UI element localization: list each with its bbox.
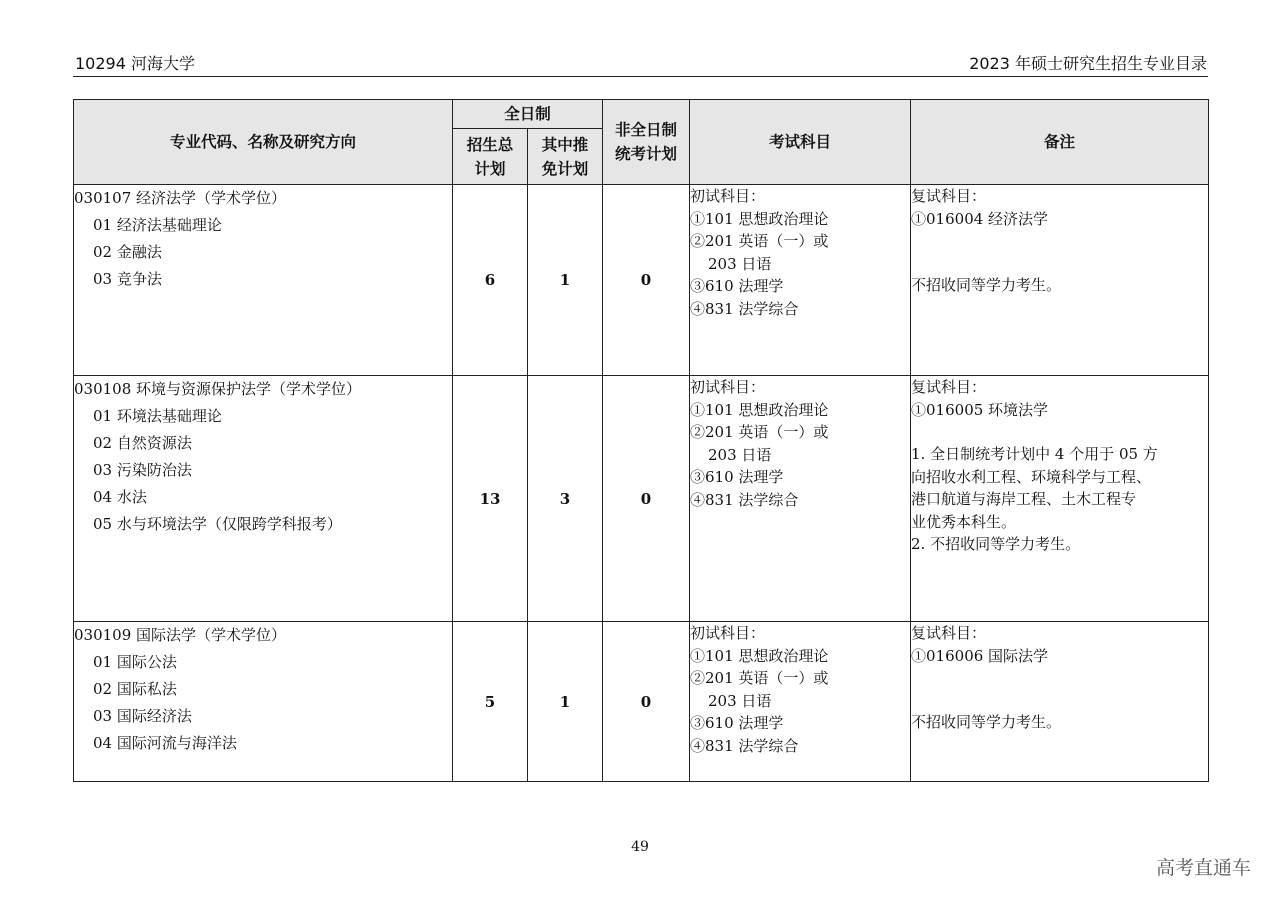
major-cell — [74, 376, 453, 622]
note-subject: ①016004 经济法学 — [911, 209, 1049, 228]
note-cell — [911, 185, 1209, 376]
total-plan: 13 — [453, 376, 528, 622]
exam-line: ③610 法理学 — [690, 714, 784, 732]
col-header-exempt — [528, 129, 603, 185]
note-line: 港口航道与海岸工程、土木工程专 — [911, 490, 1137, 508]
col-header-total-line1: 招生总 — [466, 135, 514, 154]
exam-cell — [690, 185, 911, 376]
direction-item: 03 国际经济法 — [93, 707, 192, 725]
exam-line: ②201 英语（一）或 — [690, 423, 829, 441]
page-number: 49 — [631, 839, 649, 855]
header-left: 10294 河海大学 — [75, 54, 195, 73]
exam-cell — [690, 376, 911, 622]
direction-item: 04 水法 — [93, 488, 147, 506]
note-line: 不招收同等学力考生。 — [911, 713, 1062, 731]
col-header-parttime-line2: 统考计划 — [615, 145, 678, 163]
exam-line: 203 日语 — [708, 445, 772, 464]
col-header-total-line2: 计划 — [474, 159, 506, 178]
exam-line: ④831 法学综合 — [690, 490, 799, 509]
exam-line: ④831 法学综合 — [690, 299, 799, 318]
exam-cell — [690, 622, 911, 782]
note-cell — [911, 622, 1209, 782]
note-line: 业优秀本科生。 — [911, 512, 1017, 531]
exam-line: ③610 法理学 — [690, 277, 784, 295]
col-header-note: 备注 — [911, 100, 1209, 185]
exam-line: ①101 思想政治理论 — [690, 646, 829, 665]
exempt-plan: 3 — [528, 376, 603, 622]
major-title: 030109 国际法学（学术学位） — [74, 626, 287, 644]
exempt-plan: 1 — [528, 185, 603, 376]
total-plan: 5 — [453, 622, 528, 782]
direction-item: 01 环境法基础理论 — [93, 407, 222, 425]
table-row — [74, 622, 1209, 782]
exam-line: 初试科目： — [690, 378, 766, 396]
direction-item: 02 自然资源法 — [93, 434, 192, 452]
note-line: 不招收同等学力考生。 — [911, 276, 1062, 294]
note-line: 1. 全日制统考计划中 4 个用于 05 方 — [911, 445, 1158, 463]
catalog-table — [73, 99, 1209, 782]
note-line: 向招收水利工程、环境科学与工程、 — [911, 467, 1152, 486]
note-cell — [911, 376, 1209, 622]
col-header-parttime — [603, 100, 690, 185]
exam-line: 初试科目： — [690, 624, 766, 642]
direction-item: 04 国际河流与海洋法 — [93, 734, 237, 752]
parttime-plan: 0 — [603, 376, 690, 622]
header-rule — [73, 76, 1208, 77]
major-cell — [74, 185, 453, 376]
major-title: 030107 经济法学（学术学位） — [74, 189, 287, 207]
header-right: 2023 年硕士研究生招生专业目录 — [969, 54, 1207, 73]
note-title: 复试科目： — [911, 187, 987, 205]
note-subject: ①016006 国际法学 — [911, 646, 1049, 665]
direction-item: 02 国际私法 — [93, 680, 177, 698]
major-title: 030108 环境与资源保护法学（学术学位） — [74, 380, 362, 398]
col-header-total — [453, 129, 528, 185]
exam-line: ②201 英语（一）或 — [690, 669, 829, 687]
col-header-exam: 考试科目 — [690, 100, 911, 185]
col-header-exempt-line1: 其中推 — [541, 135, 589, 154]
table-row — [74, 185, 1209, 376]
watermark: 高考直通车 — [1155, 857, 1251, 879]
exam-line: 203 日语 — [708, 691, 772, 710]
parttime-plan: 0 — [603, 622, 690, 782]
note-title: 复试科目： — [911, 624, 987, 642]
direction-item: 02 金融法 — [93, 243, 162, 261]
exam-line: 203 日语 — [708, 254, 772, 273]
col-header-fulltime: 全日制 — [453, 100, 603, 129]
direction-item: 03 竞争法 — [93, 270, 162, 288]
exam-line: ①101 思想政治理论 — [690, 209, 829, 228]
exam-line: ④831 法学综合 — [690, 736, 799, 755]
exam-line: 初试科目： — [690, 187, 766, 205]
note-subject: ①016005 环境法学 — [911, 400, 1049, 419]
direction-item: 05 水与环境法学（仅限跨学科报考） — [93, 515, 342, 533]
parttime-plan: 0 — [603, 185, 690, 376]
col-header-exempt-line2: 免计划 — [541, 159, 589, 178]
exempt-plan: 1 — [528, 622, 603, 782]
direction-item: 01 国际公法 — [93, 653, 177, 671]
direction-item: 03 污染防治法 — [93, 461, 192, 479]
total-plan: 6 — [453, 185, 528, 376]
col-header-parttime-line1: 非全日制 — [615, 121, 678, 139]
table-row — [74, 376, 1209, 622]
direction-item: 01 经济法基础理论 — [93, 216, 222, 234]
col-header-major: 专业代码、名称及研究方向 — [74, 100, 453, 185]
exam-line: ②201 英语（一）或 — [690, 232, 829, 250]
note-title: 复试科目： — [911, 378, 987, 396]
exam-line: ③610 法理学 — [690, 468, 784, 486]
exam-line: ①101 思想政治理论 — [690, 400, 829, 419]
note-line: 2. 不招收同等学力考生。 — [911, 535, 1081, 553]
major-cell — [74, 622, 453, 782]
